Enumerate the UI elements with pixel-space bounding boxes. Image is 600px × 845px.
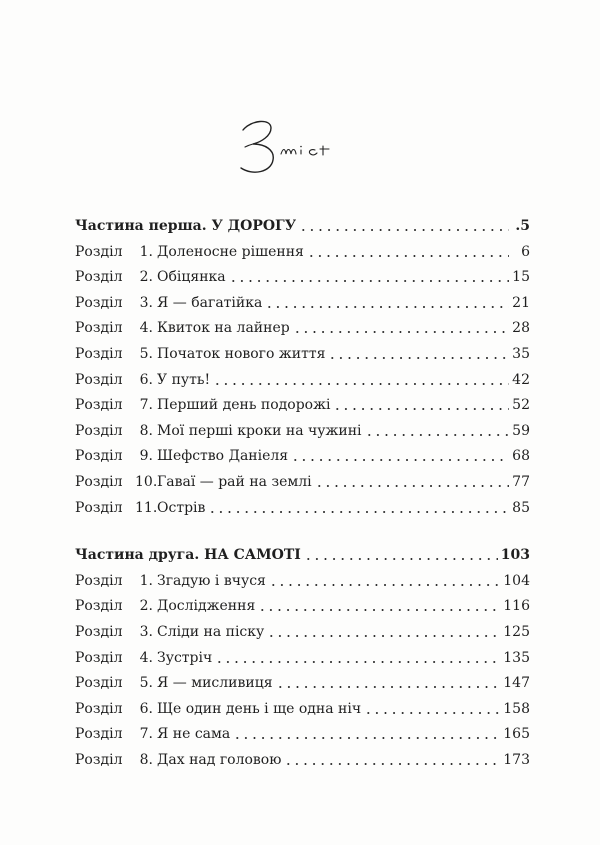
chapter-page: 77 [512,473,530,490]
chapter-row[interactable] [75,291,530,317]
chapter-word: Розділ [75,473,123,490]
chapter-row[interactable] [75,722,530,748]
chapter-row[interactable] [75,748,530,774]
chapter-row[interactable] [75,240,530,266]
chapter-row[interactable] [75,368,530,394]
chapter-number: 3. [139,623,153,640]
chapter-word: Розділ [75,598,123,615]
dot-leader [365,423,509,437]
chapter-word: Розділ [75,422,123,439]
chapter-page: 104 [503,572,530,589]
chapter-title: Ще один день і ще одна ніч [157,700,362,717]
chapter-number: 10. [135,473,158,490]
chapter-page: 68 [512,448,530,465]
dot-leader [276,675,501,689]
chapter-row[interactable] [75,496,530,522]
dot-leader [328,346,509,360]
chapter-row[interactable] [75,393,530,419]
part-page: 103 [500,547,530,564]
chapter-word: Розділ [75,751,123,768]
chapter-number: 8. [139,422,153,439]
part-row[interactable] [75,214,530,240]
dot-leader [299,218,509,232]
chapter-title: Доленосне рішення [157,243,304,260]
chapter-row[interactable] [75,671,530,697]
chapter-word: Розділ [75,371,123,388]
dot-leader [233,726,500,740]
chapter-title: Перший день подорожі [157,397,331,414]
chapter-title: Шефство Даніеля [157,448,289,465]
chapter-page: 158 [503,700,530,717]
chapter-title: Я — багатійка [157,294,263,311]
chapter-word: Розділ [75,397,123,414]
chapter-title: Обіцянка [157,269,226,286]
chapter-page: 173 [503,751,530,768]
chapter-title: Початок нового життя [157,345,326,362]
dot-leader [215,650,500,664]
chapter-page: 116 [503,598,530,615]
dot-leader [315,474,509,488]
part-title: Частина перша. У ДОРОГУ [75,218,297,234]
dot-leader [269,573,500,587]
dot-leader [284,752,500,766]
chapter-page: 135 [503,649,530,666]
chapter-word: Розділ [75,294,123,311]
chapter-word: Розділ [75,623,123,640]
dot-leader [304,547,498,561]
chapter-page: 6 [521,243,530,260]
chapter-page: 147 [503,675,530,692]
chapter-title: Я не сама [157,726,231,743]
chapter-title: Квиток на лайнер [157,320,290,337]
chapter-title: Гаваї — рай на землі [157,473,312,490]
chapter-title: Мої перші кроки на чужині [157,422,362,439]
chapter-number: 11. [135,499,158,516]
chapter-row[interactable] [75,265,530,291]
chapter-title: Я — мисливиця [157,675,273,692]
chapter-number: 1. [139,572,153,589]
dot-leader [307,244,509,258]
chapter-row[interactable] [75,419,530,445]
chapter-word: Розділ [75,726,123,743]
chapter-word: Розділ [75,345,123,362]
part-title: Частина друга. НА САМОТІ [75,547,301,564]
dot-leader [291,448,509,462]
chapter-page: 85 [512,499,530,516]
chapter-number: 2. [139,598,153,615]
chapter-word: Розділ [75,320,123,337]
chapter-word: Розділ [75,700,123,717]
chapter-word: Розділ [75,499,123,516]
chapter-number: 6. [139,700,153,717]
dot-leader [229,269,509,283]
dot-leader [208,500,509,514]
chapter-word: Розділ [75,269,123,286]
chapter-number: 6. [139,371,153,388]
chapter-word: Розділ [75,243,123,260]
chapter-page: 21 [512,294,530,311]
chapter-page: 15 [512,269,530,286]
chapter-title: Сліди на піску [157,623,265,640]
chapter-word: Розділ [75,448,123,465]
part-page: .5 [515,218,530,234]
dot-leader [267,624,500,638]
dot-leader [333,397,509,411]
chapter-row[interactable] [75,569,530,595]
chapter-number: 9. [139,448,153,465]
chapter-number: 7. [139,397,153,414]
chapter-page: 35 [512,345,530,362]
chapter-page: 42 [512,371,530,388]
chapter-number: 1. [139,243,153,260]
chapter-number: 8. [139,751,153,768]
chapter-row[interactable] [75,342,530,368]
chapter-title: У путь! [157,371,211,388]
dot-leader [293,320,509,334]
dot-leader [258,598,500,612]
chapter-word: Розділ [75,649,123,666]
chapter-title: Дослідження [157,598,256,615]
chapter-row[interactable] [75,697,530,723]
chapter-number: 4. [139,320,153,337]
chapter-number: 5. [139,675,153,692]
chapter-row[interactable] [75,470,530,496]
chapter-page: 59 [512,422,530,439]
toc-heading-script [225,112,375,178]
chapter-title: Острів [157,499,206,516]
chapter-title: Дах над головою [157,751,282,768]
chapter-number: 4. [139,649,153,666]
chapter-row[interactable] [75,444,530,470]
chapter-word: Розділ [75,675,123,692]
chapter-title: Згадую і вчуся [157,572,266,589]
chapter-number: 5. [139,345,153,362]
part-row[interactable] [75,543,530,569]
dot-leader [265,295,509,309]
chapter-number: 7. [139,726,153,743]
chapter-row[interactable] [75,316,530,342]
toc-heading [0,112,600,182]
chapter-number: 2. [139,269,153,286]
chapter-word: Розділ [75,572,123,589]
table-of-contents [75,214,530,773]
chapter-row[interactable] [75,646,530,672]
part-separator [75,521,530,543]
chapter-number: 3. [139,294,153,311]
chapter-row[interactable] [75,594,530,620]
chapter-page: 52 [512,397,530,414]
chapter-page: 125 [503,623,530,640]
chapter-row[interactable] [75,620,530,646]
chapter-page: 165 [503,726,530,743]
dot-leader [213,372,509,386]
dot-leader [364,701,500,715]
chapter-title: Зустріч [157,649,213,666]
chapter-page: 28 [512,320,530,337]
